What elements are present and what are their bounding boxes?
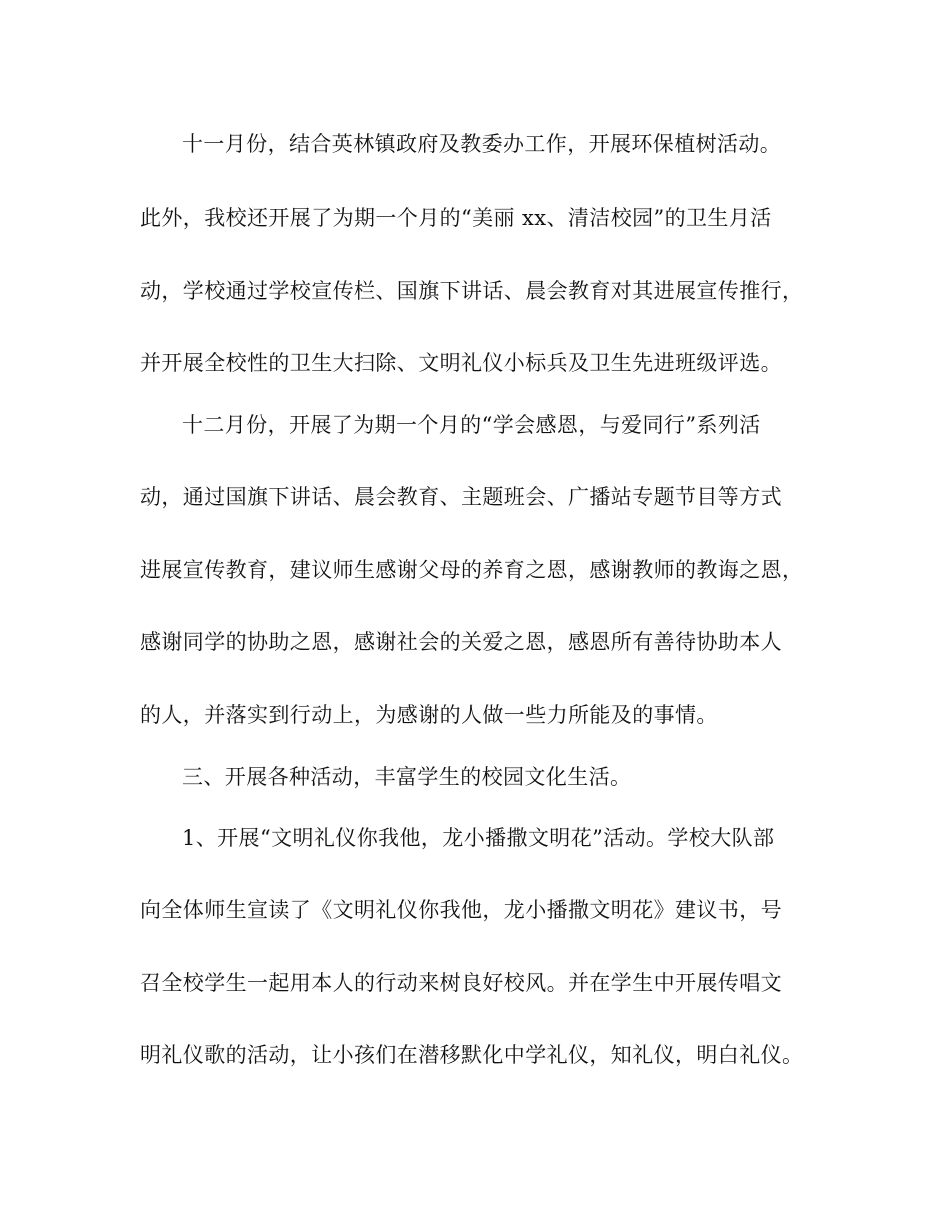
text-line: 并开展全校性的卫生大扫除、文明礼仪小标兵及卫生先进班级评选。 (140, 351, 782, 375)
text-line: 此外，我校还开展了为期一个月的“美丽 xx、清洁校园”的卫生月活 (140, 206, 772, 230)
text-line: 明礼仪歌的活动，让小孩们在潜移默化中学礼仪，知礼仪，明白礼仪。 (140, 1043, 804, 1067)
text-line: 动，学校通过学校宣传栏、国旗下讲话、晨会教育对其进展宣传推行， (140, 279, 804, 303)
text-line: 动，通过国旗下讲话、晨会教育、主题班会、广播站专题节目等方式 (140, 485, 782, 509)
text-line: 感谢同学的协助之恩，感谢社会的关爱之恩，感恩所有善待协助本人 (140, 630, 782, 654)
text-line: 十二月份，开展了为期一个月的“学会感恩，与爱同行”系列活 (182, 413, 761, 437)
text-line: 进展宣传教育，建议师生感谢父母的养育之恩，感谢教师的教诲之恩， (140, 558, 804, 582)
text-line: 十一月份，结合英林镇政府及教委办工作，开展环保植树活动。 (182, 132, 782, 156)
text-line: 三、开展各种活动，丰富学生的校园文化生活。 (182, 765, 632, 789)
text-line: 1、开展“文明礼仪你我他，龙小播撒文明花”活动。学校大队部 (182, 826, 775, 850)
text-line: 的人，并落实到行动上，为感谢的人做一些力所能及的事情。 (140, 703, 718, 727)
text-line: 召全校学生一起用本人的行动来树良好校风。并在学生中开展传唱文 (140, 971, 782, 995)
text-line: 向全体师生宣读了《文明礼仪你我他，龙小播撒文明花》建议书，号 (140, 898, 782, 922)
